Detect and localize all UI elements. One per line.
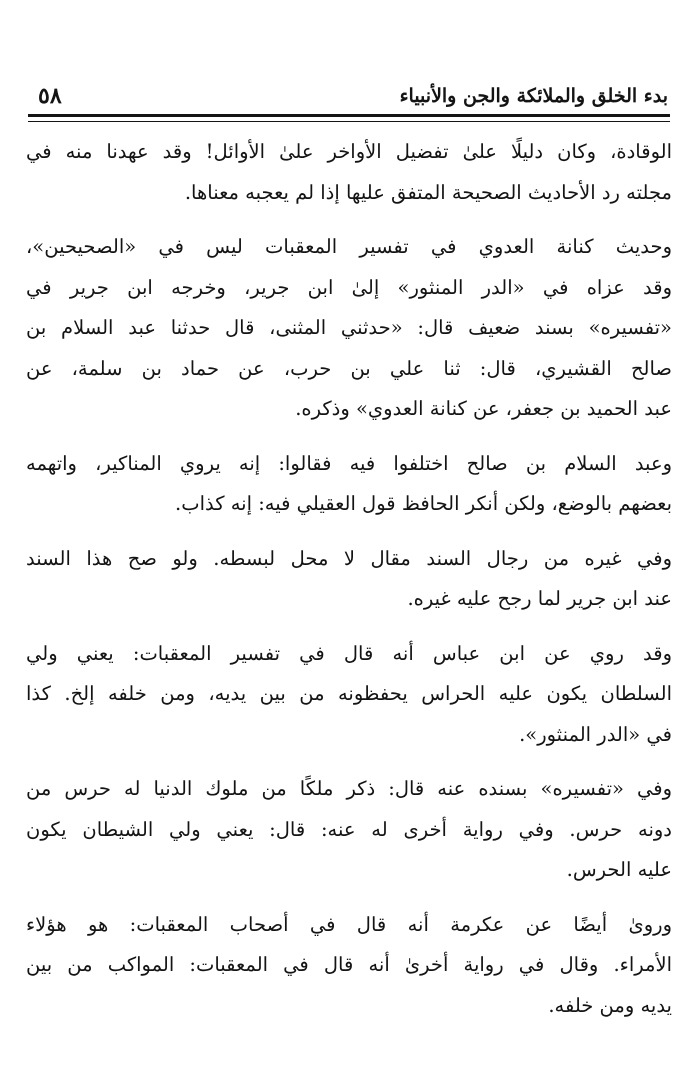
text-line: يديه ومن خلفه. bbox=[548, 993, 672, 1017]
text-line: بعضهم بالوضع، ولكن أنكر الحافظ قول العقيلي فيه: إنه كذاب. bbox=[175, 492, 672, 515]
text-line: مجلته رد الأحاديث الصحيحة المتفق عليها إذا لم يعجبه معناها. bbox=[184, 180, 672, 204]
text-line: وفي غيره من رجال السند مقال لا محل لبسطه. ولو صح هذا السند bbox=[26, 546, 672, 570]
paragraph-1 bbox=[26, 132, 672, 213]
text-line: الوقادة، وكان دليلًا علىٰ تفضيل الأواخر علىٰ الأوائل! وقد عهدنا منه في bbox=[26, 140, 672, 163]
paragraph-3 bbox=[26, 444, 672, 525]
page-number: ٥٨ bbox=[38, 83, 62, 109]
text-line: عبد الحميد بن جعفر، عن كنانة العدوي» وذكره. bbox=[295, 397, 672, 420]
paragraph-7 bbox=[26, 905, 672, 1027]
page-header bbox=[30, 78, 668, 108]
text-line: عند ابن جرير لما رجح عليه غيره. bbox=[407, 587, 672, 610]
text-line: وفي «تفسيره» بسنده عنه قال: ذكر ملكًا من ملوك الدنيا له حرس من bbox=[26, 777, 672, 800]
paragraph-5 bbox=[26, 634, 672, 756]
text-line: السلطان يكون عليه الحراس يحفظونه من بين يديه، ومن خلفه إلخ. كذا bbox=[26, 682, 672, 705]
text-line: وروىٰ أيضًا عن عكرمة أنه قال في أصحاب المعقبات: هو هؤلاء bbox=[26, 912, 672, 936]
header-rule-thin bbox=[28, 121, 670, 122]
paragraph-6 bbox=[26, 769, 672, 891]
text-line: وقد عزاه في «الدر المنثور» إلىٰ ابن جرير، وخرجه ابن جرير في bbox=[26, 275, 672, 299]
text-line: الأمراء. وقال في رواية أخرىٰ أنه قال في المعقبات: المواكب من بين bbox=[26, 953, 672, 976]
text-line: دونه حرس. وفي رواية أخرى له عنه: قال: يعني ولي الشيطان يكون bbox=[26, 817, 672, 841]
running-title: بدء الخلق والملائكة والجن والأنبياء bbox=[399, 85, 668, 107]
text-line: وعبد السلام بن صالح اختلفوا فيه فقالوا: إنه يروي المناكير، واتهمه bbox=[26, 451, 672, 475]
page-body bbox=[26, 132, 672, 1040]
text-line: في «الدر المنثور». bbox=[519, 722, 672, 746]
paragraph-2 bbox=[26, 227, 672, 430]
text-line: وحديث كنانة العدوي في تفسير المعقبات ليس في «الصحيحين»، bbox=[26, 235, 672, 258]
paragraph-4 bbox=[26, 539, 672, 620]
text-line: وقد روي عن ابن عباس أنه قال في تفسير المعقبات: يعني ولي bbox=[26, 641, 672, 665]
text-line: عليه الحرس. bbox=[566, 858, 672, 881]
header-rule-thick bbox=[28, 114, 670, 117]
text-line: «تفسيره» بسند ضعيف قال: «حدثني المثنى، قال حدثنا عبد السلام بن bbox=[26, 316, 672, 339]
text-line: صالح القشيري، قال: ثنا علي بن حرب، عن حماد بن سلمة، عن bbox=[26, 356, 672, 380]
